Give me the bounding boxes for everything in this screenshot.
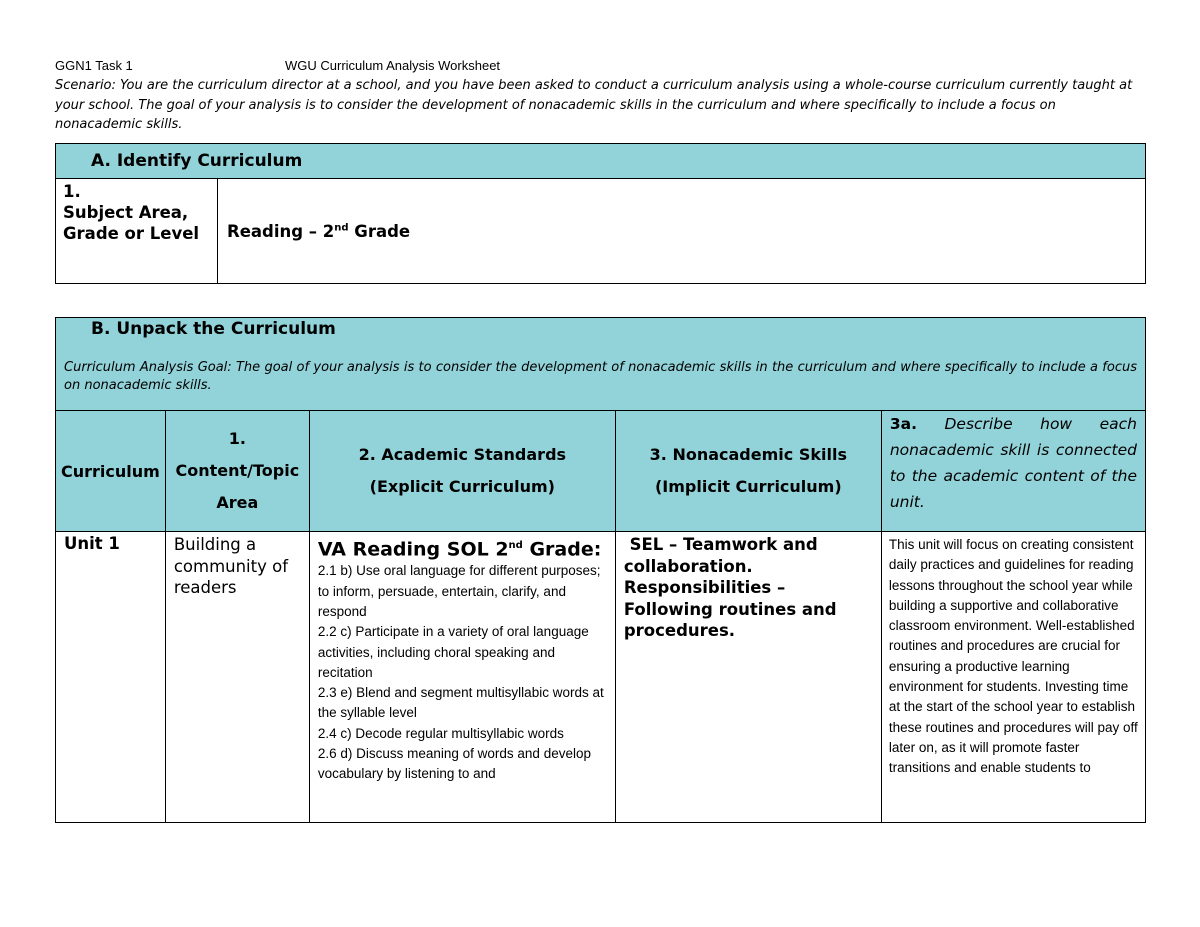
identify-curriculum-table: [55, 143, 1146, 284]
section-a-title: A. Identify Curriculum: [56, 144, 1146, 179]
nonacademic-text: SEL – Teamwork and collaboration. Responsibilities – Following routines and procedures.: [623, 535, 843, 640]
standards-title-prefix: VA Reading SOL 2: [317, 538, 509, 561]
col-content-topic-number: 1.: [228, 429, 246, 448]
subject-area-text: Subject Area, Grade or Level: [63, 203, 200, 243]
unit-cell: Unit 1: [56, 532, 166, 823]
value-sup: nd: [334, 222, 349, 233]
col-academic-standards: [309, 411, 615, 532]
value-prefix: Reading – 2: [227, 221, 335, 241]
col-curriculum: Curriculum: [56, 411, 166, 532]
task-label: GGN1 Task 1: [55, 58, 133, 73]
section-b-title: B. Unpack the Curriculum: [91, 319, 336, 339]
col-content-topic-label: Content/Topic Area: [175, 461, 300, 512]
subject-area-label: [56, 179, 218, 284]
standards-title-suffix: Grade:: [522, 538, 602, 561]
document-header: [55, 58, 501, 73]
standards-cell: [309, 532, 615, 823]
table-row: [56, 532, 1146, 823]
scenario-text: Scenario: You are the curriculum director at a school, and you have been asked to conduct a curriculum analysis using a whole-course curriculum currently taught at your school. The goal of your analysis is to consider the development of nonacademic skills in the curriculum and where specifically to include a focus on nonacademic skills.: [55, 78, 1133, 132]
description-cell: [881, 532, 1145, 823]
subject-area-value: [218, 179, 1146, 284]
col-academic-standards-line1: 2. Academic Standards: [358, 445, 567, 464]
nonacademic-cell: [615, 532, 881, 823]
standards-title: [318, 534, 607, 561]
col-nonacademic-skills-line1: 3. Nonacademic Skills: [649, 445, 847, 464]
list-item: 2.2 c) Participate in a variety of oral language activities, including choral speaking and recitation: [317, 624, 589, 680]
description-text: This unit will focus on creating consistent daily practices and guidelines for reading lessons throughout the school year while building a supportive and collaborative classroom environment. Well-established routines and procedures are crucial for ensuring a productive learning environment for students. Investing time at the start of the school year to establish these routines and procedures will pay off later on, as it will promote faster transitions and enable students to: [888, 537, 1138, 776]
list-item: 2.6 d) Discuss meaning of words and develop vocabulary by listening to and: [317, 746, 591, 782]
worksheet-title: WGU Curriculum Analysis Worksheet: [285, 58, 501, 73]
col-nonacademic-skills: [615, 411, 881, 532]
standards-list: [318, 561, 607, 784]
col-describe-label: Describe how each nonacademic skill is connected to the academic content of the unit.: [889, 415, 1137, 511]
section-b-header: [56, 318, 1146, 411]
col-academic-standards-line2: (Explicit Curriculum): [369, 477, 555, 496]
analysis-goal: Curriculum Analysis Goal: The goal of your analysis is to consider the development of nonacademic skills in the curriculum and where specifically to include a focus on nonacademic skills.: [64, 360, 1137, 393]
col-content-topic: [165, 411, 309, 532]
col-nonacademic-skills-line2: (Implicit Curriculum): [654, 477, 842, 496]
list-item: 2.1 b) Use oral language for different purposes; to inform, persuade, entertain, clarify, and respond: [317, 563, 601, 619]
value-suffix: Grade: [348, 221, 411, 241]
subject-area-number: 1.: [63, 182, 81, 201]
unpack-curriculum-table: [55, 317, 1146, 823]
list-item: 2.4 c) Decode regular multisyllabic words: [317, 725, 564, 741]
list-item: 2.3 e) Blend and segment multisyllabic words at the syllable level: [317, 685, 604, 721]
topic-cell: Building a community of readers: [165, 532, 309, 823]
col-describe-connection: [881, 411, 1145, 532]
col-describe-number: 3a.: [889, 415, 917, 433]
standards-title-sup: nd: [508, 540, 523, 551]
